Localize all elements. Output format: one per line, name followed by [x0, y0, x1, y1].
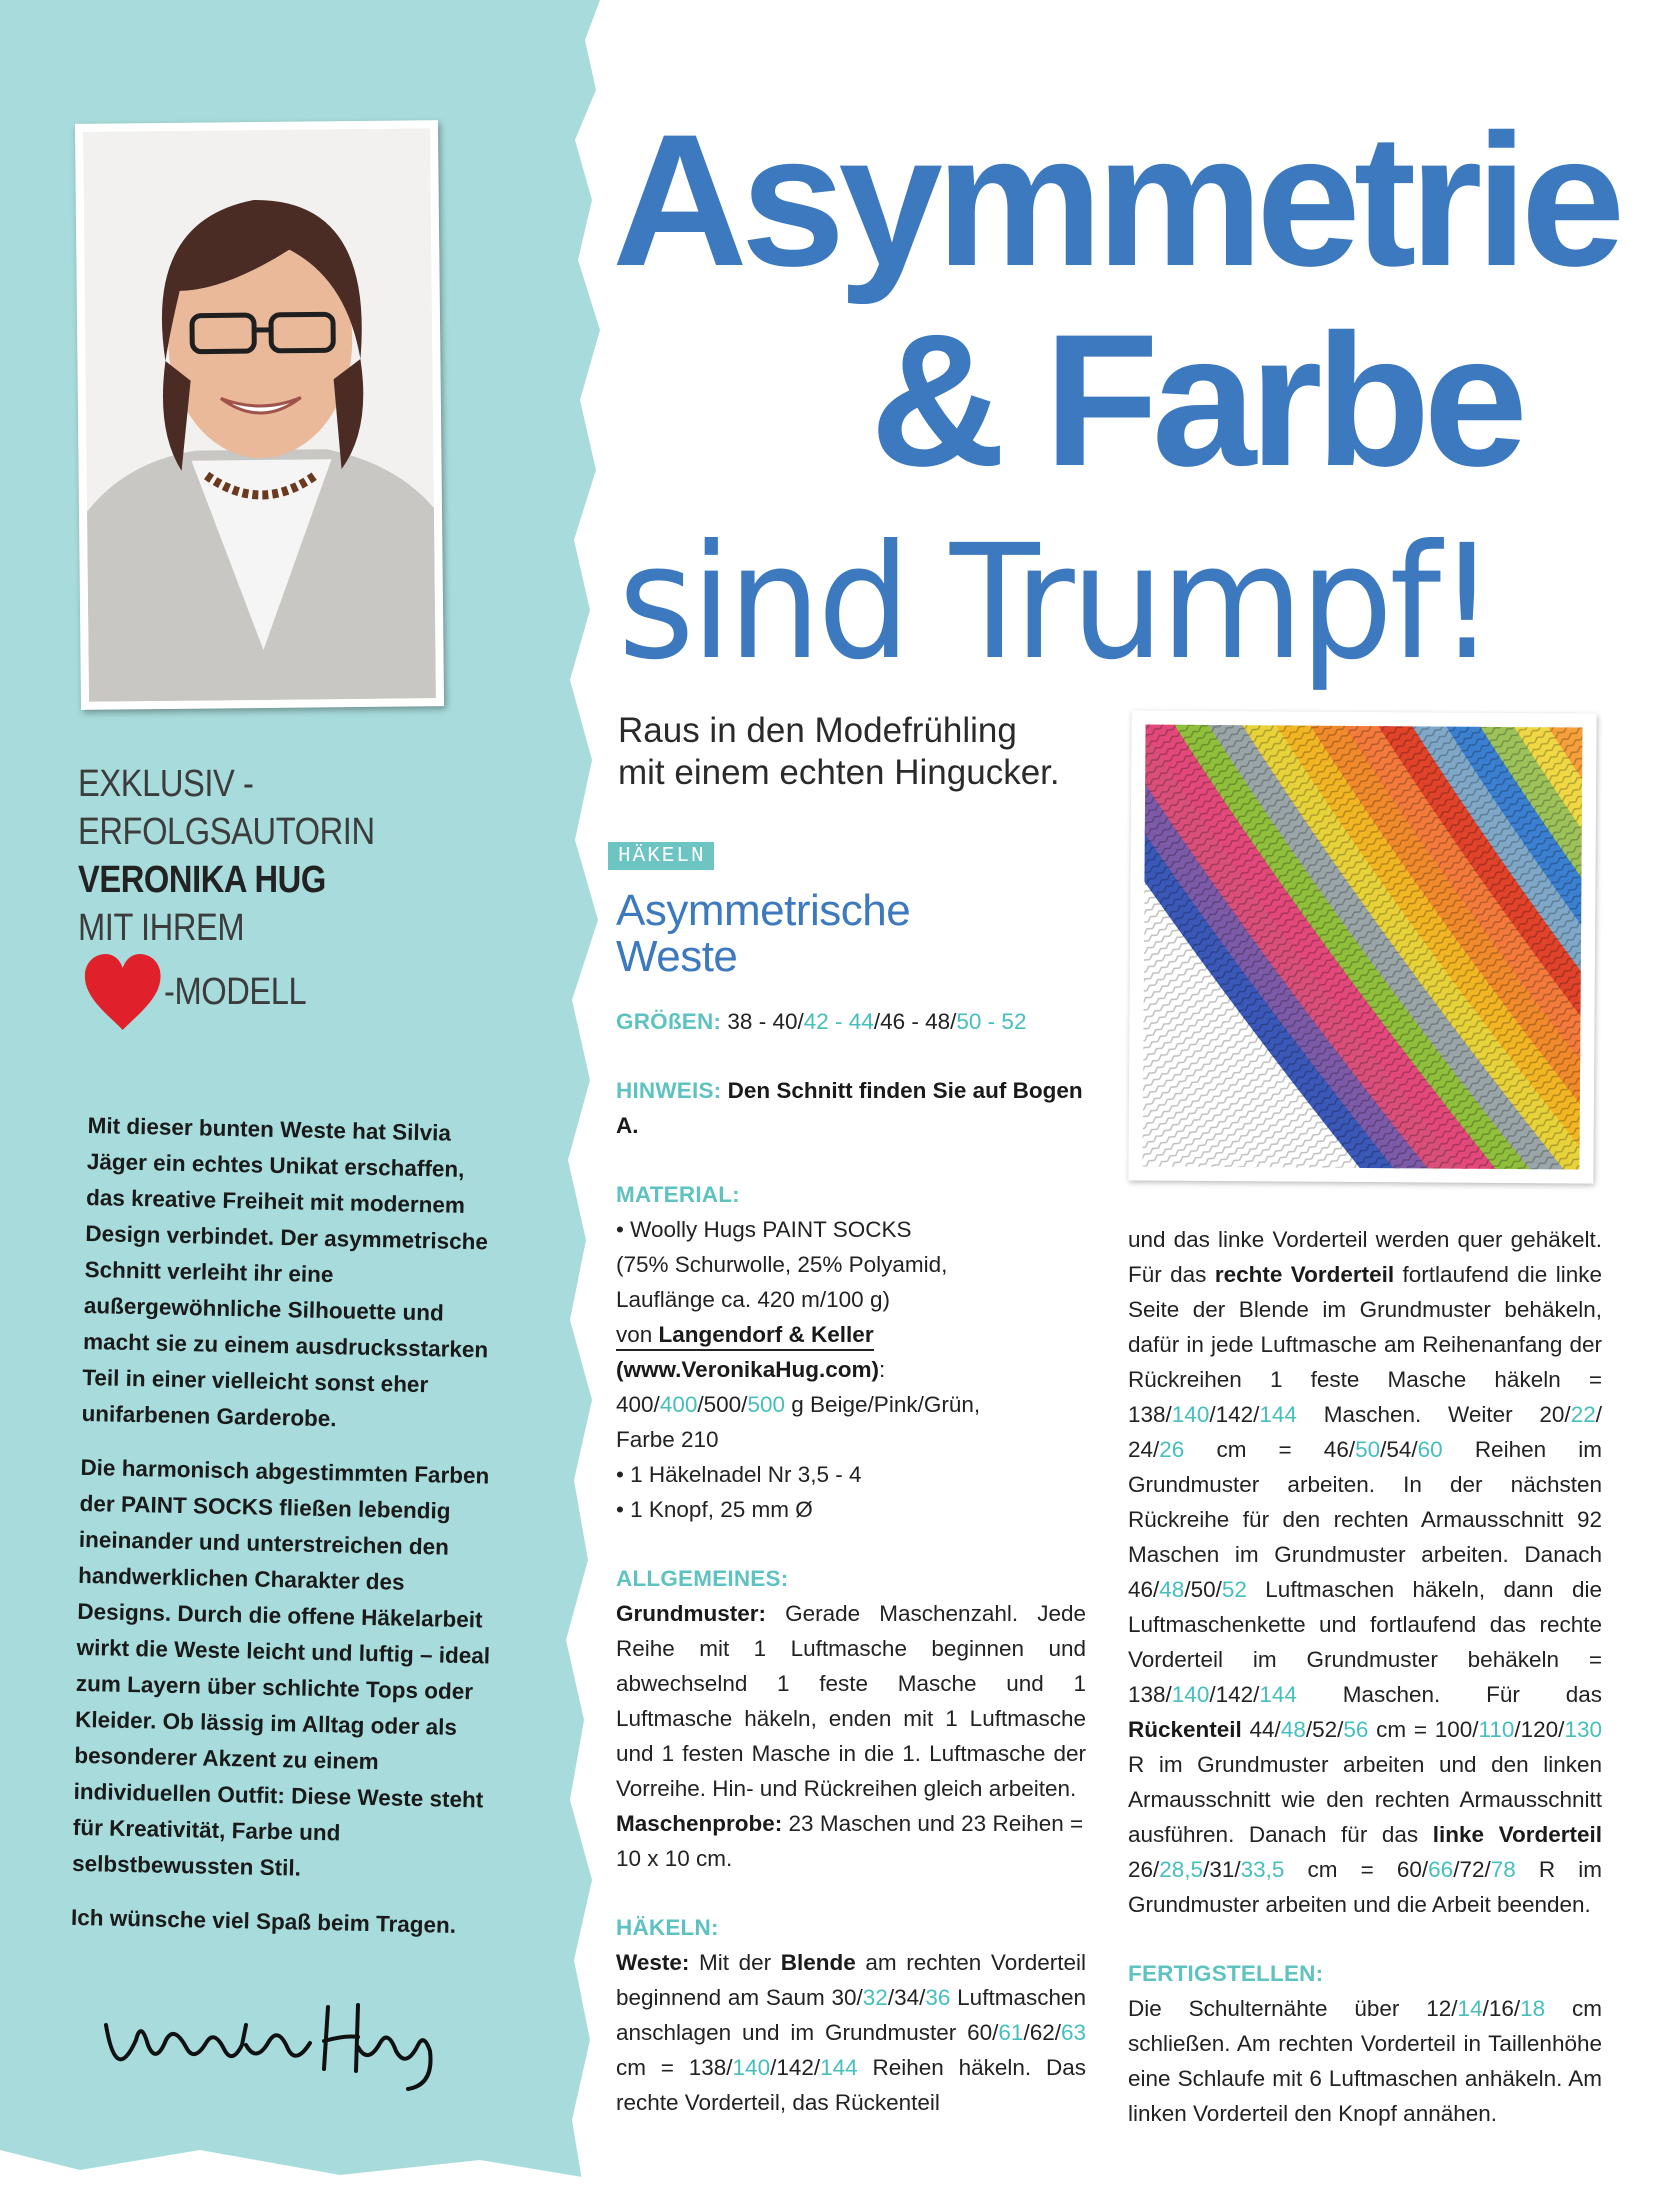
c2-t2: fortlaufend die linke Seite der Blende im Grundmuster behäkeln, dafür in jede Luftmasche am Reihenanfang der Rückreihen 1 feste Masche häkeln = 138/ [1128, 1262, 1602, 1427]
material-colon: : [878, 1357, 886, 1382]
c2-n7: 48 [1159, 1577, 1185, 1602]
crochet-t1: Mit der [698, 1950, 772, 1975]
sidebar-intro [70, 1108, 508, 1963]
promo-block [78, 760, 439, 1032]
material-item-2: • 1 Häkelnadel Nr 3,5 - 4 [616, 1462, 862, 1487]
portrait-image [83, 128, 436, 702]
yarn-photo-frame [1128, 710, 1596, 1183]
c2-right-front: rechte Vorderteil [1214, 1262, 1395, 1287]
promo-line-5: -MODELL [164, 971, 307, 1013]
qty-1: 400 [616, 1392, 654, 1417]
c2-n18: 78 [1490, 1857, 1516, 1882]
c2-left-front: linke Vorderteil [1432, 1822, 1602, 1847]
c2-n10: 144 [1259, 1682, 1297, 1707]
material-website: (www.VeronikaHug.com) [616, 1357, 879, 1382]
crochet-n4: 63 [1060, 2020, 1086, 2045]
sizes-label: GRÖßEN: [616, 1009, 722, 1034]
qty-2: 400 [659, 1392, 698, 1417]
c2-t10: Luftmaschen häkeln, dann die Luftmaschenkette und fortlaufend das rechte Vorderteil im Grundmuster behäkeln = 138/ [1128, 1577, 1602, 1707]
author-photo [75, 120, 444, 710]
fin-t1: Die Schulternähte über 12/ [1128, 1996, 1458, 2021]
c2-t16: /120/ [1514, 1717, 1565, 1742]
fin-t3: cm schließen. Am rechten Vorderteil in Taillenhöhe eine Schlaufe mit 6 Luftmaschen anhäkeln. Am linken Vorderteil den Knopf annähen. [1128, 1996, 1602, 2126]
c2-t21: /72/ [1453, 1857, 1491, 1882]
c2-back: Rückenteil [1128, 1717, 1242, 1742]
pattern-title [616, 888, 1086, 980]
c2-n12: 56 [1343, 1717, 1369, 1742]
note [616, 1073, 1086, 1143]
c2-n5: 50 [1355, 1437, 1381, 1462]
c2-n13: 110 [1478, 1717, 1515, 1742]
crochet-band: Blende [780, 1950, 856, 1975]
crochet-label: HÄKELN: [616, 1915, 719, 1940]
material-brand: Langendorf & Keller [658, 1322, 874, 1347]
fin-n2: 18 [1520, 1996, 1546, 2021]
gauge-label: Maschenprobe: [616, 1811, 783, 1836]
promo-line-4: MIT IHREM [78, 907, 245, 949]
crochet-n2: 36 [925, 1985, 951, 2010]
instructions-column-2 [1128, 1222, 1602, 2131]
title-line-2: & Farbe [870, 295, 1521, 505]
qty-colors: g Beige/Pink/Grün, [791, 1392, 981, 1417]
promo-line-1: EXKLUSIV - [78, 763, 254, 805]
gauge [616, 1806, 1086, 1876]
c2-t17: R im Grundmuster arbeiten und den linken Armausschnitt wie den rechten Armausschnitt ausführen. Danach für das [1128, 1752, 1602, 1847]
vest-label: Weste: [616, 1950, 690, 1975]
intro-paragraph-2: Die harmonisch abgestimmten Farben der PAINT SOCKS fließen lebendig ineinander und unterstreichen den handwerklichen Charakter des Designs. Durch die offene Häkelarbeit wirkt die Weste leicht und luftig – ideal zum Layern über schlichte Tops oder Kleider. Ob lässig im Alltag oder als besonderer Akzent zu einem individuellen Outfit: Diese Weste steht für Kreativität, Farbe und selbstbewussten Stil. [71, 1454, 491, 1881]
signature [96, 1985, 456, 2095]
pattern-title-line-2: Weste [616, 932, 738, 981]
promo-author-name: VERONIKA HUG [78, 859, 326, 901]
material-item-1: • Woolly Hugs PAINT SOCKS [616, 1217, 912, 1242]
title-line-3: sind Trumpf! [618, 511, 1493, 695]
c2-n15: 28,5 [1159, 1857, 1204, 1882]
material-item-3: • 1 Knopf, 25 mm Ø [616, 1497, 813, 1522]
lead-text [618, 710, 1088, 794]
material-von: von [616, 1322, 653, 1347]
c2-t20: cm = 60/ [1307, 1857, 1429, 1882]
pattern-stitch-text: Gerade Maschenzahl. Jede Reihe mit 1 Luftmasche beginnen und abwechselnd 1 feste Masche und 1 Luftmasche häkeln, enden mit 1 Luftmasche und 1 festen Masche in die 1. Luftmasche der Vorreihe. Hin- und Rückreihen gleich arbeiten. [616, 1601, 1086, 1801]
material-brand-line [616, 1317, 1086, 1352]
finishing-instructions [1128, 1991, 1602, 2131]
material-quantities: 400/400/500/500 g Beige/Pink/Grün, [616, 1392, 981, 1417]
material-item-1b: (75% Schurwolle, 25% Polyamid, [616, 1252, 948, 1277]
finishing-label: FERTIGSTELLEN: [1128, 1961, 1324, 1986]
crochet-t8: Reihen häkeln. Das rechte Vorderteil, das Rückenteil [616, 2055, 1086, 2115]
crochet-n6: 144 [820, 2055, 858, 2080]
intro-paragraph-3: Ich wünsche viel Spaß beim Tragen. [70, 1904, 457, 1938]
lead-line-2: mit einem echten Hingucker. [618, 753, 1060, 792]
c2-t11: /142/ [1209, 1682, 1260, 1707]
c2-n17: 66 [1428, 1857, 1454, 1882]
c2-n6: 60 [1417, 1437, 1443, 1462]
instructions-column-1 [616, 1004, 1086, 2120]
c2-n11: 48 [1280, 1717, 1306, 1742]
fin-t2: /16/ [1482, 1996, 1521, 2021]
c2-t4: Maschen. Weiter 20/ [1323, 1402, 1571, 1427]
c2-t3: /142/ [1209, 1402, 1260, 1427]
crochet-t3: /34/ [887, 1985, 926, 2010]
crochet-t2: am rechten Vorderteil beginnend am Saum 30/ [616, 1950, 1086, 2010]
assembly-instructions [1128, 1222, 1602, 1922]
qty-3: 500 [703, 1392, 742, 1417]
c2-t9: /50/ [1184, 1577, 1222, 1602]
note-label: HINWEIS: [616, 1078, 722, 1103]
c2-t13: 44/ [1249, 1717, 1281, 1742]
yarn-photo [1142, 724, 1582, 1169]
c2-n2: 144 [1259, 1402, 1297, 1427]
crochet-instructions [616, 1945, 1086, 2120]
crochet-n5: 140 [732, 2055, 771, 2080]
promo-heart-line [78, 952, 439, 1032]
c2-t12: Maschen. Für das [1342, 1682, 1602, 1707]
c2-n3: 22 [1570, 1402, 1596, 1427]
crochet-t7: /142/ [770, 2055, 821, 2080]
size-2: 42 - 44 [803, 1009, 874, 1034]
intro-paragraph-1: Mit dieser bunten Weste hat Silvia Jäger ein echtes Unikat erschaffen, das kreative Freiheit mit modernem Design verbindet. Der asymmetrische Schnitt verleiht ihr eine außergewöhnliche Silhouette und macht sie zu einem ausdrucksstarken Teil in einer vielleicht sonst eher unifarbenen Garderobe. [81, 1112, 489, 1432]
c2-n9: 140 [1171, 1682, 1210, 1707]
gauge-text: 23 Maschen und 23 Reihen = 10 x 10 cm. [616, 1811, 1084, 1871]
promo-line-2: ERFOLGSAUTORIN [78, 811, 375, 853]
lead-line-1: Raus in den Modefrühling [618, 711, 1017, 750]
c2-t6: cm = 46/ [1216, 1437, 1356, 1462]
c2-n8: 52 [1221, 1577, 1247, 1602]
crochet-t5: /62/ [1023, 2020, 1061, 2045]
fin-n1: 14 [1457, 1996, 1483, 2021]
pattern-title-line-1: Asymmetrische [616, 886, 911, 935]
qty-4: 500 [747, 1392, 785, 1417]
size-1: 38 - 40 [727, 1009, 798, 1034]
size-3: 46 - 48 [880, 1009, 951, 1034]
title-line-1: Asymmetrie [612, 95, 1619, 305]
general-label: ALLGEMEINES: [616, 1566, 789, 1591]
c2-t14: /52/ [1305, 1717, 1344, 1742]
pattern-stitch-label: Grundmuster: [616, 1601, 767, 1626]
c2-t19: /31/ [1203, 1857, 1241, 1882]
crochet-n3: 61 [998, 2020, 1024, 2045]
c2-t1: und das linke Vorderteil werden quer gehäkelt. Für das [1128, 1227, 1602, 1287]
heart-icon [81, 952, 164, 1032]
crochet-t4: Luftmaschen anschlagen und im Grundmuster 60/ [616, 1985, 1086, 2045]
c2-t5: / 24/ [1128, 1402, 1602, 1462]
c2-n1: 140 [1171, 1402, 1210, 1427]
c2-t15: cm = 100/ [1376, 1717, 1479, 1742]
crochet-t6: cm = 138/ [616, 2055, 733, 2080]
material-website-line [616, 1352, 1086, 1387]
c2-n14: 130 [1564, 1717, 1602, 1742]
note-text: Den Schnitt finden Sie auf Bogen A. [616, 1078, 1083, 1138]
material-item-1c: Lauflänge ca. 420 m/100 g) [616, 1287, 890, 1312]
crochet-n1: 32 [862, 1985, 888, 2010]
c2-t22: R im Grundmuster arbeiten und die Arbeit beenden. [1128, 1857, 1602, 1917]
material-label: MATERIAL: [616, 1182, 740, 1207]
pattern-stitch [616, 1596, 1086, 1806]
c2-t18: 26/ [1128, 1857, 1160, 1882]
c2-t8: Reihen im Grundmuster arbeiten. In der nächsten Rückreihe für den rechten Armausschnitt 92 Maschen im Grundmuster arbeiten. Danach 46/ [1128, 1437, 1602, 1602]
c2-n4: 26 [1159, 1437, 1185, 1462]
size-4: 50 - 52 [956, 1009, 1027, 1034]
c2-t7: /54/ [1380, 1437, 1418, 1462]
category-tag: HÄKELN [608, 842, 714, 870]
material-color: Farbe 210 [616, 1427, 719, 1452]
sizes: GRÖßEN: 38 - 40/42 - 44/46 - 48/50 - 52 [616, 1009, 1027, 1034]
c2-n16: 33,5 [1240, 1857, 1285, 1882]
